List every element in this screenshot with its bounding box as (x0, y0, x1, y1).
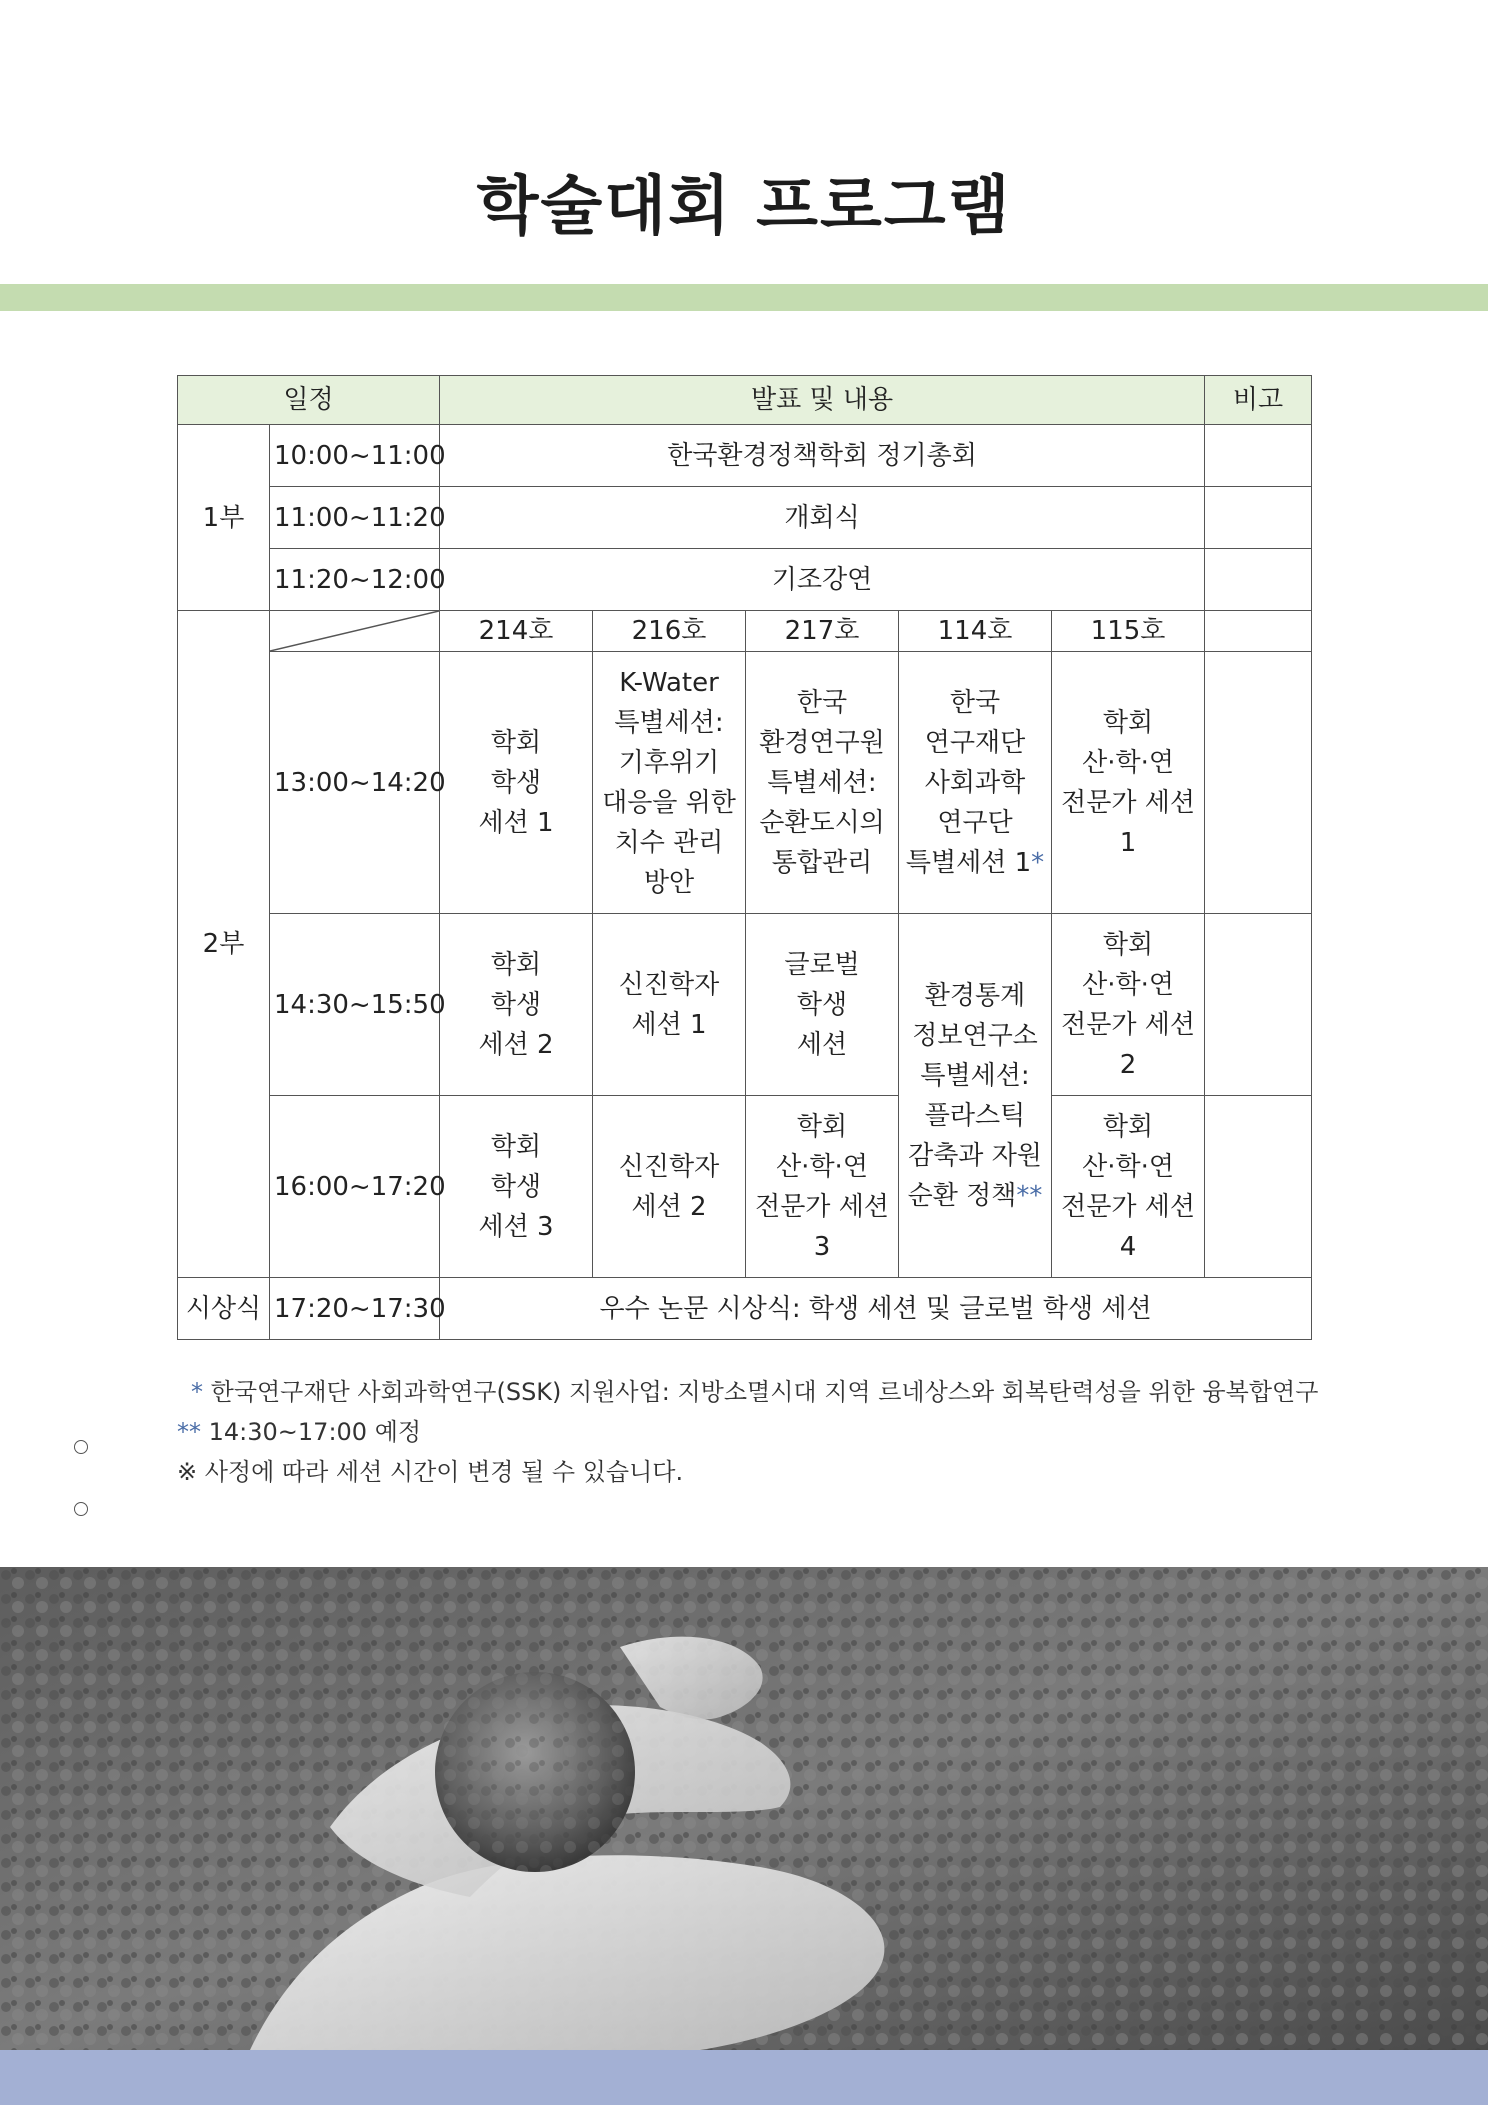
cell-line: 학회 (1102, 707, 1154, 738)
footnote-text: 14:30~17:00 예정 (201, 1418, 422, 1446)
content-cell: 기조강연 (440, 549, 1205, 611)
table-row (178, 1096, 1312, 1278)
cell-line: 전문가 세션 (755, 1191, 889, 1222)
cell-line: 학생 (490, 1171, 542, 1202)
header-schedule: 일정 (178, 376, 440, 425)
cell-line: K-Water (619, 667, 719, 698)
session-cell (1052, 652, 1205, 914)
cell-line: 방안 (643, 867, 695, 898)
room-114: 114호 (899, 611, 1052, 652)
cell-line: 신진학자 (618, 1151, 720, 1182)
green-divider-band (0, 284, 1488, 311)
program-table (177, 375, 1312, 1340)
cell-line: 세션 2 (631, 1191, 707, 1222)
footnote-mark: * (191, 1378, 203, 1406)
cell-line: 대응을 위한 (602, 787, 736, 818)
remarks-cell (1205, 914, 1312, 1096)
remarks-cell (1205, 487, 1312, 549)
cell-line: 특별세션: (920, 1060, 1030, 1091)
cell-line: 사회과학 (924, 767, 1026, 798)
cell-text: 특별세션 1 (905, 847, 1032, 878)
diagonal-cell (270, 611, 440, 652)
cell-line: 산·학·연 (776, 1151, 868, 1182)
cell-line: 3 (813, 1231, 831, 1262)
cell-line: 한국 (796, 687, 848, 718)
time-cell: 16:00~17:20 (270, 1096, 440, 1278)
cell-line: 통합관리 (771, 847, 873, 878)
circle-bullet-icon (74, 1502, 88, 1516)
room-216: 216호 (593, 611, 746, 652)
cell-line (903, 1176, 1047, 1216)
session-cell (593, 914, 746, 1096)
remarks-cell (1205, 652, 1312, 914)
header-content: 발표 및 내용 (440, 376, 1205, 425)
cell-line: 한국 (949, 687, 1001, 718)
cell-line: 전문가 세션 (1061, 1009, 1195, 1040)
cell-line: 감축과 자원 (908, 1140, 1042, 1171)
cell-line: 환경연구원 (759, 727, 885, 758)
part1-label: 1부 (178, 425, 270, 611)
cell-line: 학회 (1102, 1111, 1154, 1142)
part2-label: 2부 (178, 611, 270, 1278)
footnote-2 (177, 1412, 1318, 1452)
cell-line: 연구재단 (924, 727, 1026, 758)
time-cell: 11:20~12:00 (270, 549, 440, 611)
cell-line: 정보연구소 (912, 1020, 1038, 1051)
session-cell (440, 1096, 593, 1278)
cell-line: 세션 1 (631, 1009, 707, 1040)
circle-bullet-icon (74, 1440, 88, 1454)
cell-line: 학생 (490, 989, 542, 1020)
footnote-3: ※ 사정에 따라 세션 시간이 변경 될 수 있습니다. (177, 1458, 684, 1486)
hands-holding-moss-ball-photo (0, 1567, 1488, 2050)
content-cell: 개회식 (440, 487, 1205, 549)
session-cell (1052, 1096, 1205, 1278)
cell-line: 2 (1119, 1049, 1137, 1080)
cell-line: 산·학·연 (1082, 747, 1174, 778)
cell-line: 플라스틱 (924, 1100, 1026, 1131)
cell-line: 세션 1 (478, 807, 554, 838)
cell-line: 학생 (796, 989, 848, 1020)
footnote-mark: ** (177, 1418, 201, 1446)
cell-line: 연구단 (937, 807, 1013, 838)
cell-line: 산·학·연 (1082, 969, 1174, 1000)
remarks-cell (1205, 425, 1312, 487)
room-header-row (178, 611, 1312, 652)
session-cell (440, 652, 593, 914)
cell-line: 학회 (796, 1111, 848, 1142)
table-header-row (178, 376, 1312, 425)
cell-line: 전문가 세션 (1061, 1191, 1195, 1222)
table-row (178, 549, 1312, 611)
awards-label: 시상식 (178, 1278, 270, 1340)
session-cell (899, 652, 1052, 914)
footnote-mark: ** (1016, 1180, 1043, 1211)
time-cell: 14:30~15:50 (270, 914, 440, 1096)
session-cell (1052, 914, 1205, 1096)
time-cell: 10:00~11:00 (270, 425, 440, 487)
room-214: 214호 (440, 611, 593, 652)
content-cell: 한국환경정책학회 정기총회 (440, 425, 1205, 487)
session-cell (593, 1096, 746, 1278)
table-row (178, 652, 1312, 914)
cell-line: 학생 (490, 767, 542, 798)
cell-line: 특별세션: (767, 767, 877, 798)
time-cell: 11:00~11:20 (270, 487, 440, 549)
cell-line: 순환도시의 (759, 807, 885, 838)
cell-line: 특별세션: (614, 707, 724, 738)
table-row (178, 1278, 1312, 1340)
cell-line: 학회 (490, 1131, 542, 1162)
diagonal-line (270, 611, 439, 651)
time-cell: 17:20~17:30 (270, 1278, 440, 1340)
room-217: 217호 (746, 611, 899, 652)
cell-line: 세션 2 (478, 1029, 554, 1060)
footnote-1 (177, 1372, 1318, 1412)
cell-line: 전문가 세션 (1061, 787, 1195, 818)
cell-line: 학회 (1102, 929, 1154, 960)
cell-line: 산·학·연 (1082, 1151, 1174, 1182)
cell-line: 4 (1119, 1231, 1137, 1262)
cell-line: 신진학자 (618, 969, 720, 1000)
blue-footer-band (0, 2050, 1488, 2105)
session-cell (746, 652, 899, 914)
remarks-cell (1205, 1096, 1312, 1278)
footnotes (177, 1372, 1318, 1492)
header-remarks: 비고 (1205, 376, 1312, 425)
session-cell (440, 914, 593, 1096)
session-cell (746, 1096, 899, 1278)
cell-line: 치수 관리 (614, 827, 724, 858)
cell-line: 글로벌 (784, 949, 860, 980)
table-row (178, 914, 1312, 1096)
footnote-text: 한국연구재단 사회과학연구(SSK) 지원사업: 지방소멸시대 지역 르네상스와 회복탄력성을 위한 융복합연구 (203, 1378, 1319, 1406)
awards-content: 우수 논문 시상식: 학생 세션 및 글로벌 학생 세션 (440, 1278, 1312, 1340)
cell-line: 세션 3 (478, 1211, 554, 1242)
cell-line: 학회 (490, 727, 542, 758)
room-115: 115호 (1052, 611, 1205, 652)
session-cell (593, 652, 746, 914)
remarks-cell (1205, 611, 1312, 652)
session-cell (899, 914, 1052, 1278)
session-cell (746, 914, 899, 1096)
cell-line: 1 (1119, 827, 1137, 858)
cell-text: 순환 정책 (907, 1180, 1017, 1211)
footnote-mark: * (1031, 847, 1045, 878)
page-title: 학술대회 프로그램 (476, 170, 1012, 244)
cell-line: 기후위기 (618, 747, 720, 778)
cell-line: 세션 (796, 1029, 848, 1060)
cell-line: 학회 (490, 949, 542, 980)
cell-line: 환경통계 (924, 980, 1026, 1011)
table-row (178, 487, 1312, 549)
remarks-cell (1205, 549, 1312, 611)
time-cell: 13:00~14:20 (270, 652, 440, 914)
cell-line (903, 843, 1047, 883)
table-row (178, 425, 1312, 487)
